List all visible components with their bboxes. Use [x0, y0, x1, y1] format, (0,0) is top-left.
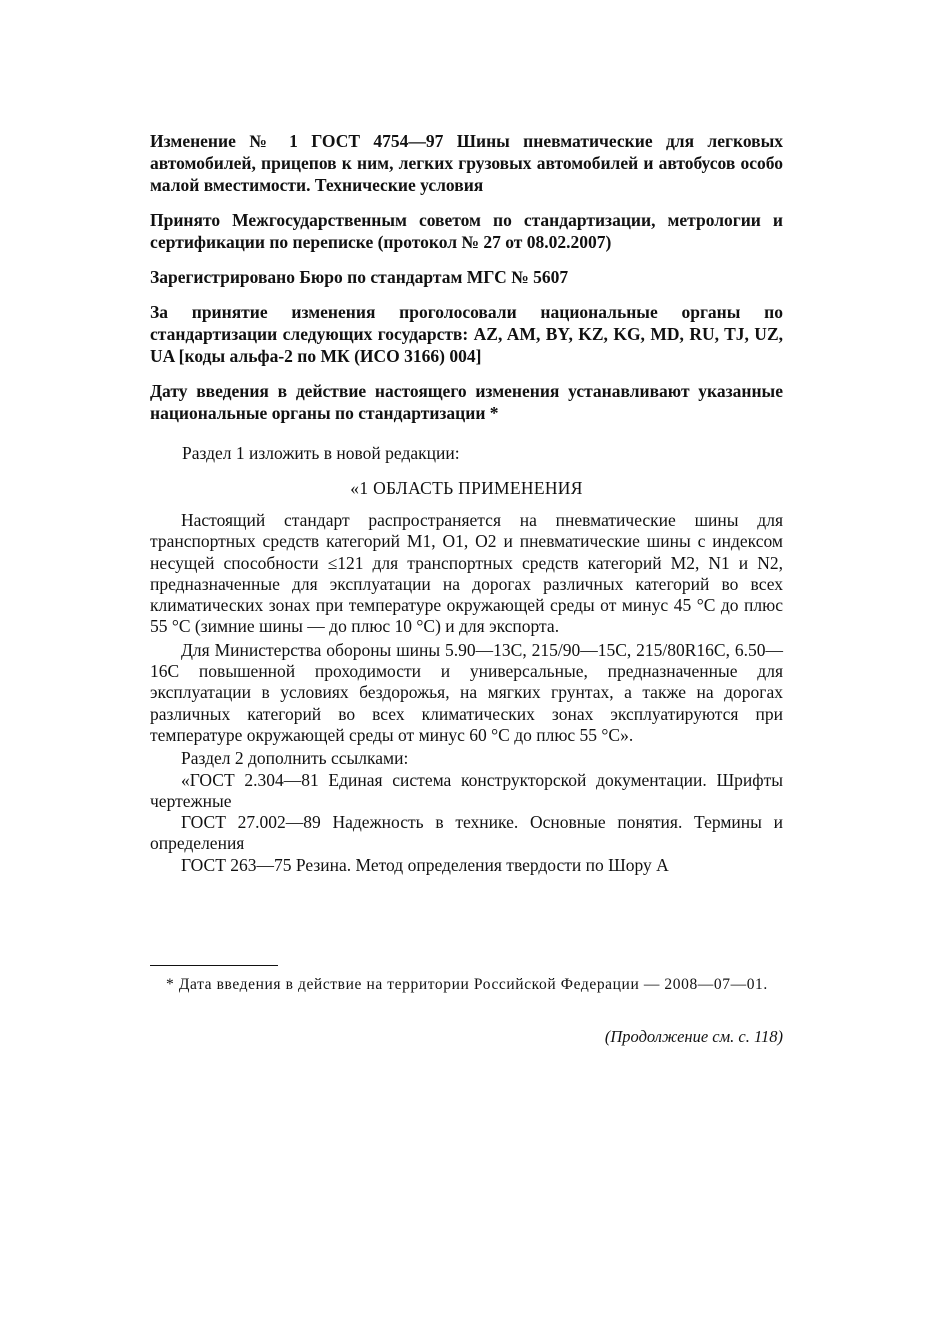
scope-paragraph-2: Для Министерства обороны шины 5.90—13С, 215/90—15С, 215/80R16С, 6.50—16С повышенной проходимости и универсальные, предназначенные для эксплуатации в условиях бездорожья, на мягких грунтах, а также на дорогах различных категорий во всех климатических зонах эксплуатируются при температуре окружающей среды от минус 60 °С до плюс 55 °С». [150, 639, 783, 745]
footnote-divider [150, 965, 278, 966]
registration-note: Зарегистрировано Бюро по стандартам МГС № 5607 [150, 267, 569, 287]
reference-gost-2-304: «ГОСТ 2.304—81 Единая система конструкторской документации. Шрифты чертежные [150, 769, 783, 811]
section2-intro: Раздел 2 дополнить ссылками: [181, 748, 409, 769]
voting-note: За принятие изменения проголосовали национальные органы по стандартизации следующих государств: AZ, AM, BY, KZ, KG, MD, RU, TJ, UZ, UA [коды альфа-2 по МК (ИСО 3166) 004] [150, 302, 783, 366]
change-title: Изменение № 1 ГОСТ 4754—97 Шины пневматические для легковых автомобилей, прицепов к ним, легких грузовых автомобилей и автобусов особо малой вместимости. Технические условия [150, 131, 783, 195]
scope-paragraph-1: Настоящий стандарт распространяется на пневматические шины для транспортных средств категорий M1, O1, O2 и пневматические шины с индексом несущей способности ≤121 для транспортных средств категорий M2, N1 и N2, предназначенные для эксплуатации на дорогах различных категорий во всех климатических зонах при температуре окружающей среды от минус 45 °С до плюс 55 °С (зимние шины — до плюс 10 °С) и для экспорта. [150, 510, 783, 637]
reference-gost-27-002: ГОСТ 27.002—89 Надежность в технике. Основные понятия. Термины и определения [150, 812, 783, 854]
document-page [150, 130, 783, 876]
adoption-note: Принято Межгосударственным советом по стандартизации, метрологии и сертификации по переписке (протокол № 27 от 08.02.2007) [150, 210, 783, 252]
effective-date-note: Дату введения в действие настоящего изменения устанавливают указанные национальные органы по стандартизации * [150, 381, 783, 423]
continuation-note: (Продолжение см. с. 118) [604, 1027, 783, 1046]
footnote: * Дата введения в действие на территории Российской Федерации — 2008—07—01. [166, 976, 768, 993]
reference-gost-263: ГОСТ 263—75 Резина. Метод определения твердости по Шору А [181, 854, 669, 875]
section1-title: «1 ОБЛАСТЬ ПРИМЕНЕНИЯ [350, 478, 583, 498]
section1-intro: Раздел 1 изложить в новой редакции: [182, 443, 460, 463]
